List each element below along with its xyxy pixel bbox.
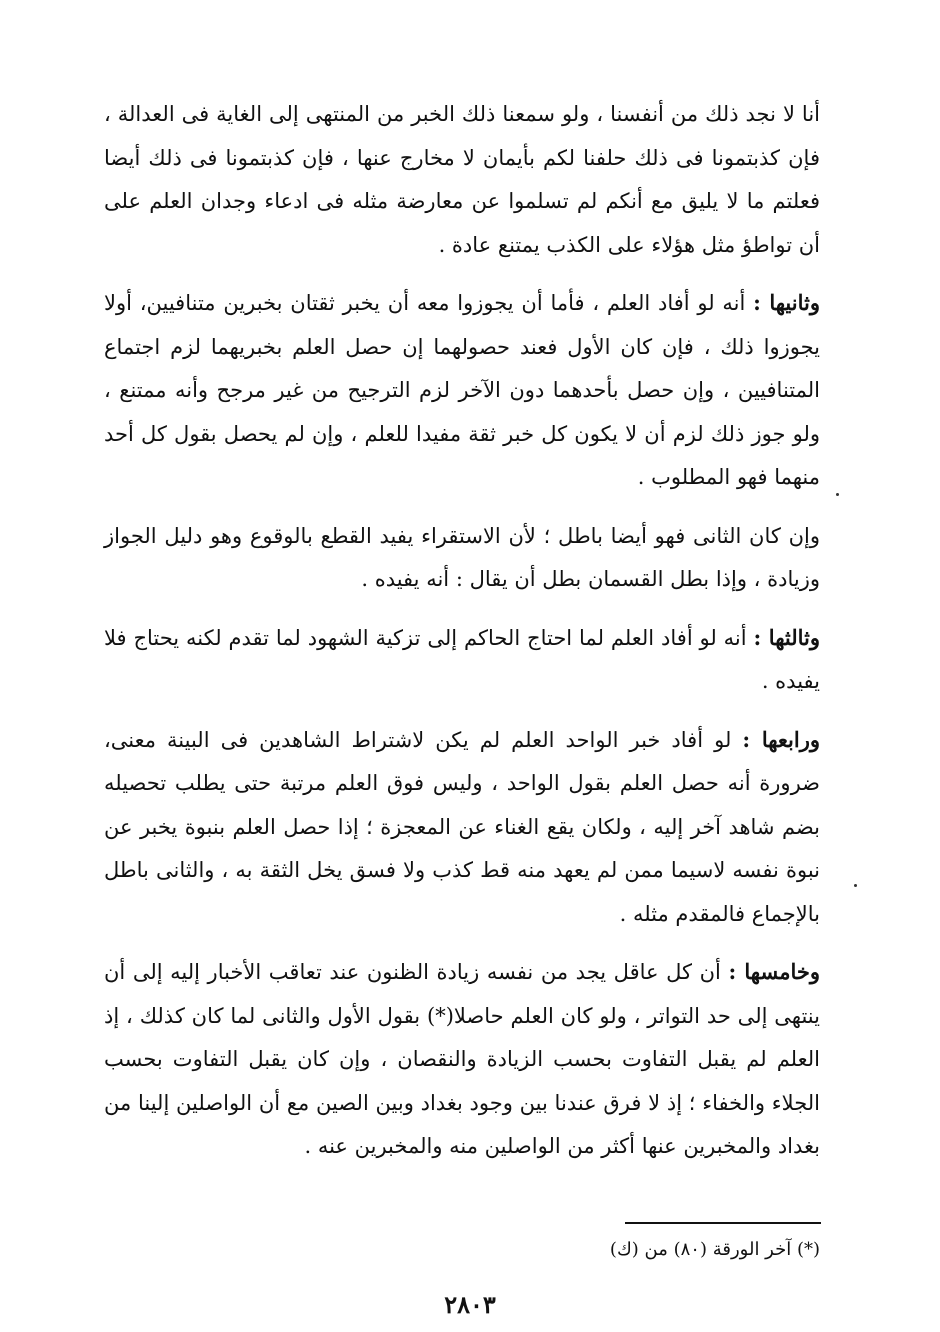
paragraph-1-text: أنا لا نجد ذلك من أنفسنا ، ولو سمعنا ذلك الخبر من المنتهى إلى الغاية فى العدالة ، فإن كذبتمونا فى ذلك حلفنا لكم بأيمان لا مخارج عنها ، فإن كذبتمونا فى ذلك أيضا فعلتم ما لا يليق مع أنكم لم تسلموا عن معارضة مثله فى ادعاء وجدان العلم على أن تواطؤ مثل هؤلاء على الكذب يمتنع عادة . xyxy=(104,102,820,257)
paragraph-2-heading: وثانيها : xyxy=(753,290,820,315)
body-text xyxy=(104,92,820,1183)
paragraph-6-heading: وخامسها : xyxy=(728,959,820,984)
paragraph-4-heading: وثالثها : xyxy=(753,624,820,650)
paragraph-6 xyxy=(104,950,820,1169)
scan-speck xyxy=(854,884,857,887)
paragraph-6-text: أن كل عاقل يجد من نفسه زيادة الظنون عند تعاقب الأخبار إليه إلى أن ينتهى إلى حد التواتر ، ولو كان العلم حاصلا(*) بقول الأول والثانى لما كان كذلك ، إذ العلم لم يقبل التفاوت بحسب الزيادة والنقصان ، وإن كان يقبل التفاوت بحسب الجلاء والخفاء ؛ إذ لا فرق عندنا بين وجود بغداد وبين الصين مع أن الواصلين إلينا من بغداد والمخبرين عنها أكثر من الواصلين منه والمخبرين عنه . xyxy=(104,960,820,1158)
footnote: (*) آخر الورقة (٨٠) من (ك) xyxy=(609,1239,820,1260)
paragraph-3 xyxy=(104,514,820,602)
paragraph-2-text: أنه لو أفاد العلم ، فأما أن يجوزوا معه أن يخبر ثقتان بخبرين متنافيين، أولا يجوزوا ذلك ، فإن كان الأول فعند حصولهما إن حصل العلم بخبريهما لزم اجتماع المتنافيين ، وإن حصل بأحدهما دون الآخر لزم الترجيح من غير مرجح وأنه ممتنع ، ولو جوز ذلك لزم أن لا يكون كل خبر ثقة مفيدا للعلم ، وإن لم يحصل بقول كل أحد منهما فهو المطلوب . xyxy=(104,291,820,489)
paragraph-3-text: وإن كان الثانى فهو أيضا باطل ؛ لأن الاستقراء يفيد القطع بالوقوع وهو دليل الجواز وزيادة ، وإذا بطل القسمان بطل أن يقال : أنه يفيده . xyxy=(104,523,820,591)
page-number: ٢٨٠٣ xyxy=(444,1290,496,1319)
paragraph-1 xyxy=(104,92,820,267)
scan-speck xyxy=(836,493,839,496)
paragraph-5-heading: ورابعها : xyxy=(742,726,820,752)
paragraph-4 xyxy=(104,616,820,704)
paragraph-4-text: أنه لو أفاد العلم لما احتاج الحاكم إلى تزكية الشهود لما تقدم لكنه يحتاج فلا يفيده . xyxy=(104,625,820,693)
paragraph-5 xyxy=(104,718,820,937)
paragraph-5-text: لو أفاد خبر الواحد العلم لم يكن لاشتراط الشاهدين فى البينة معنى، ضرورة أنه حصل العلم بقول الواحد ، وليس فوق العلم مرتبة حتى يطلب تحصيله بضم شاهد آخر إليه ، ولكان يقع الغناء عن المعجزة ؛ إذا حصل العلم بنبوة يخبر عن نبوة نفسه لاسيما ممن لم يعهد منه قط كذب ولا فسق يخل الثقة به ، والثانى باطل بالإجماع فالمقدم مثله . xyxy=(104,727,820,926)
footnote-divider xyxy=(625,1222,821,1224)
paragraph-2 xyxy=(104,281,820,500)
